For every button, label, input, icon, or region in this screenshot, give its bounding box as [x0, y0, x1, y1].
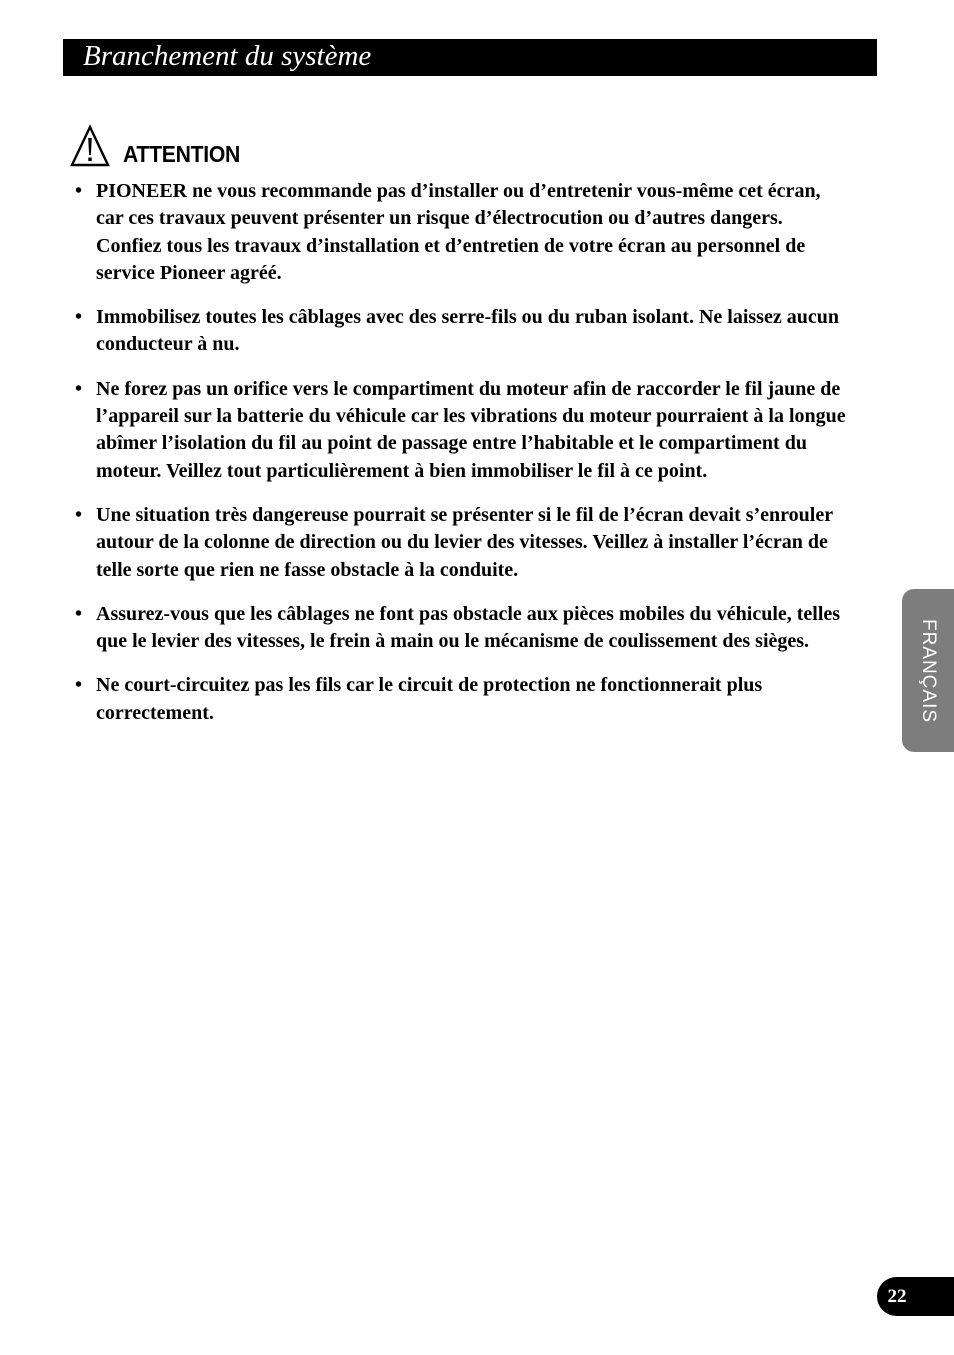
section-header-bar: [63, 39, 877, 76]
warning-triangle-icon: [70, 124, 110, 168]
bullet-icon: •: [75, 503, 83, 526]
section-title: Branchement du système: [83, 40, 372, 72]
list-item-text: Immobilisez toutes les câblages avec des serre-fils ou du ruban isolant. Ne laissez aucun conducteur à nu.: [96, 306, 839, 356]
warning-list: [75, 178, 850, 744]
language-tab: [902, 589, 954, 752]
list-item: [75, 601, 850, 656]
list-item: [75, 672, 850, 727]
bullet-icon: •: [75, 377, 83, 400]
bullet-icon: •: [75, 602, 83, 625]
list-item: [75, 376, 850, 485]
list-item-text: PIONEER ne vous recommande pas d’installer ou d’entretenir vous-même cet écran, car ces travaux peuvent présenter un risque d’électrocution ou d’autres dangers. Confiez tous les travaux d’installation et d’entretien de votre écran au personnel de service Pioneer agréé.: [96, 180, 821, 284]
page-number: 22: [887, 1286, 907, 1307]
page-number-badge: [877, 1277, 954, 1316]
list-item: [75, 178, 850, 287]
list-item-text: Assurez-vous que les câblages ne font pas obstacle aux pièces mobiles du véhicule, telles que le levier des vitesses, le frein à main ou le mécanisme de coulissement des sièges.: [96, 602, 841, 653]
attention-heading: [70, 120, 250, 168]
list-item-text: Une situation très dangereuse pourrait se présenter si le fil de l’écran devait s’enrouler autour de la colonne de direction ou du levier des vitesses. Veillez à installer l’écran de telle sorte que rien ne fasse obstacle à la conduite.: [96, 503, 833, 581]
language-tab-label: FRANÇAIS: [918, 618, 939, 723]
list-item: [75, 502, 850, 584]
bullet-icon: •: [75, 180, 83, 202]
attention-label: ATTENTION: [123, 141, 241, 167]
list-item-text: Ne court-circuitez pas les fils car le circuit de protection ne fonctionnerait plus correctement.: [96, 674, 763, 724]
bullet-icon: •: [75, 674, 83, 697]
list-item: [75, 304, 850, 359]
list-item-text: Ne forez pas un orifice vers le compartiment du moteur afin de raccorder le fil jaune de l’appareil sur la batterie du véhicule car les vibrations du moteur pourraient à la longue abîmer l’isolation du fil au point de passage entre l’habitable et le compartiment du moteur. Veillez tout particulièrement à bien immobiliser le fil à ce point.: [96, 377, 846, 482]
bullet-icon: •: [75, 306, 83, 329]
